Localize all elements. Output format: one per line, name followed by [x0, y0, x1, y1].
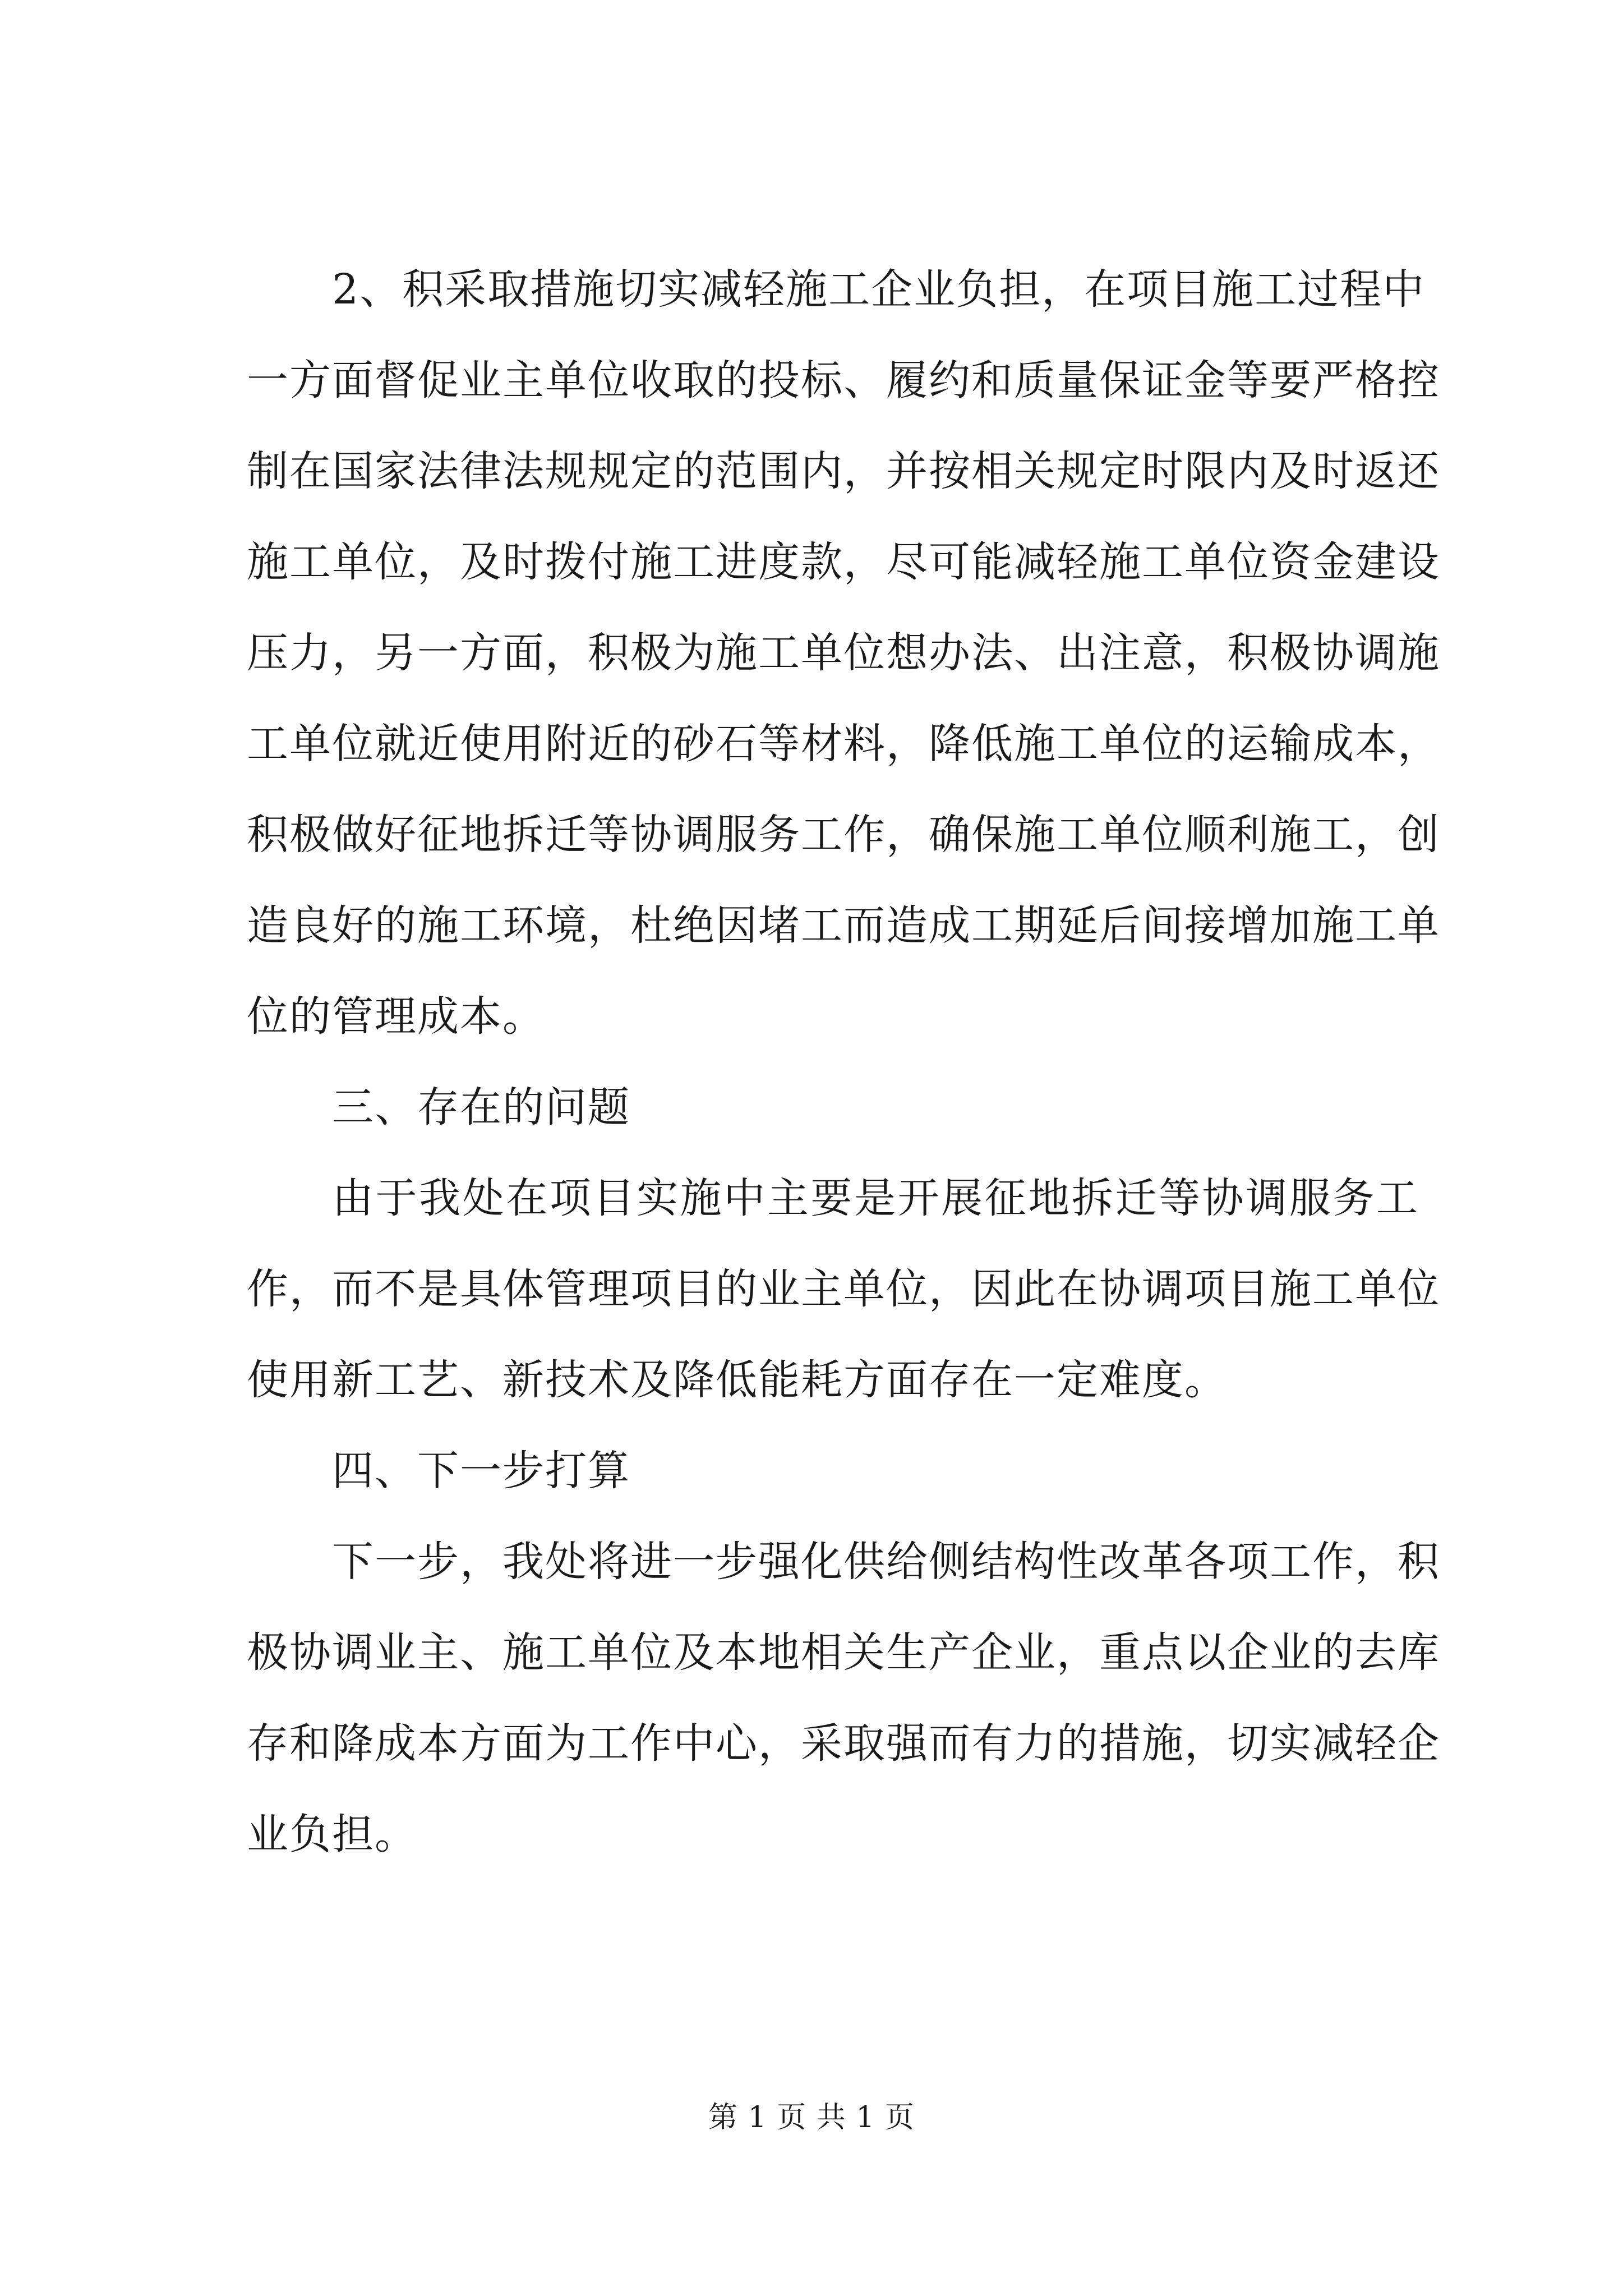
- text-line: 由于我处在项目实施中主要是开展征地拆迁等协调服务工: [332, 1174, 1419, 1222]
- page-footer: 第 1 页 共 1 页: [708, 2101, 915, 2134]
- text-line: 使用新工艺、新技术及降低能耗方面存在一定难度。: [247, 1356, 1227, 1404]
- text-line: 下一步，我处将进一步强化供给侧结构性改革各项工作，积: [332, 1538, 1440, 1586]
- text-line: 工单位就近使用附近的砂石等材料，降低施工单位的运输成本，: [247, 720, 1440, 768]
- text-line: 业负担。: [247, 1810, 417, 1858]
- text-line: 存和降成本方面为工作中心，采取强而有力的措施，切实减轻企: [247, 1719, 1440, 1768]
- text-line: 四、下一步打算: [332, 1447, 630, 1495]
- text-line: 一方面督促业主单位收取的投标、履约和质量保证金等要严格控: [247, 356, 1440, 404]
- text-line: 造良好的施工环境，杜绝因堵工而造成工期延后间接增加施工单: [247, 901, 1440, 950]
- document-body: [247, 244, 1440, 1880]
- text-line: 积极做好征地拆迁等协调服务工作，确保施工单位顺利施工，创: [247, 811, 1440, 859]
- text-line: 极协调业主、施工单位及本地相关生产企业，重点以企业的去库: [247, 1628, 1440, 1677]
- text-line: 2、积采取措施切实减轻施工企业负担，在项目施工过程中: [332, 265, 1426, 314]
- text-line: 制在国家法律法规规定的范围内，并按相关规定时限内及时返还: [247, 447, 1440, 495]
- text-line: 施工单位，及时拨付施工进度款，尽可能减轻施工单位资金建设: [247, 538, 1440, 586]
- text-line: 压力，另一方面，积极为施工单位想办法、出注意，积极协调施: [247, 629, 1440, 677]
- text-line: 位的管理成本。: [247, 992, 545, 1041]
- text-line: 作，而不是具体管理项目的业主单位，因此在协调项目施工单位: [247, 1265, 1440, 1313]
- text-line: 三、存在的问题: [332, 1083, 630, 1131]
